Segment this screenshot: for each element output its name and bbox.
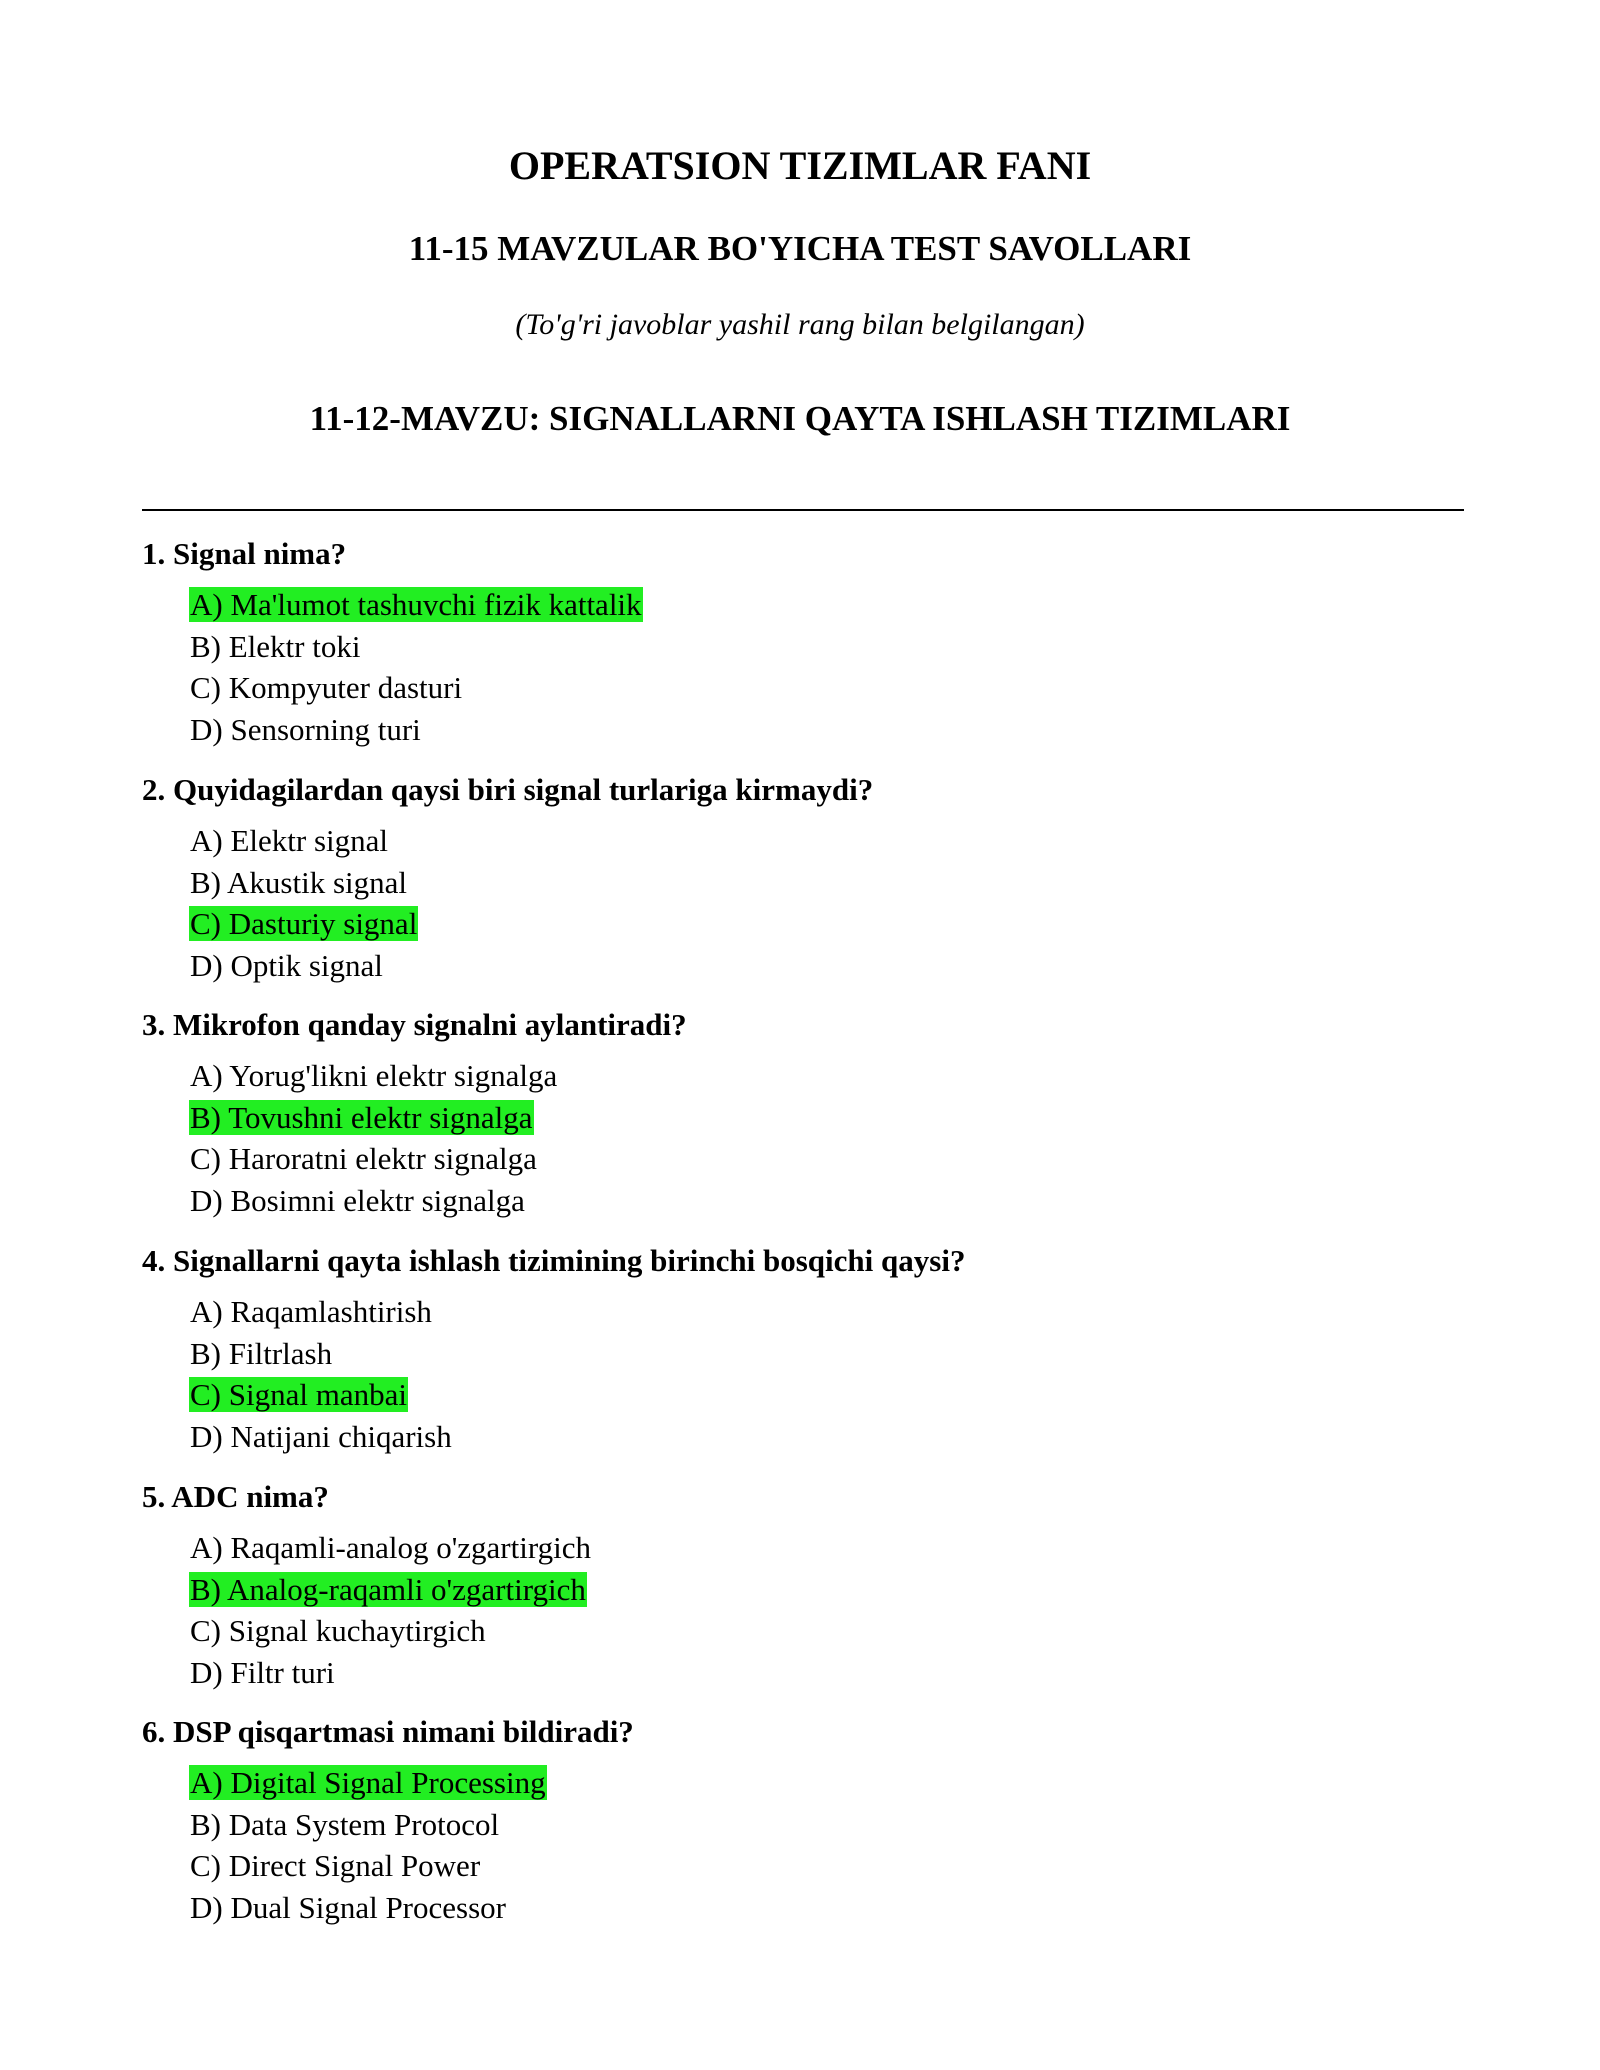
section-heading: 11-12-MAVZU: SIGNALLARNI QAYTA ISHLASH TIZIMLARI — [309, 399, 1291, 438]
answer-option-text: A) Ma'lumot tashuvchi fizik kattalik — [190, 587, 642, 622]
answer-option-text: B) Analog-raqamli o'zgartirgich — [190, 1571, 586, 1607]
answer-option-text: D) Optik signal — [190, 947, 383, 983]
question-text: 3. Mikrofon qanday signalni aylantiradi? — [142, 1007, 687, 1042]
answer-option — [189, 667, 1464, 709]
answer-option — [189, 820, 1464, 862]
question-block — [142, 1005, 1464, 1221]
answer-option-text: B) Akustik signal — [190, 864, 408, 900]
answer-option-text: C) Signal manbai — [190, 1377, 407, 1412]
answer-option — [189, 1845, 1464, 1887]
question-block — [142, 1241, 1464, 1457]
answer-option-text: C) Haroratni elektr signalga — [190, 1141, 537, 1176]
answer-option-text: A) Raqamlashtirish — [190, 1294, 432, 1329]
question-text: 1. Signal nima? — [142, 536, 347, 571]
answer-option-text: C) Dasturiy signal — [190, 906, 418, 941]
answer-option — [189, 1138, 1464, 1180]
answer-option — [189, 709, 1464, 751]
answer-option — [189, 626, 1464, 668]
answer-option-text: B) Data System Protocol — [190, 1806, 500, 1842]
answer-option — [189, 1291, 1464, 1333]
answer-option-text: A) Digital Signal Processing — [190, 1765, 546, 1800]
answer-option-text: B) Tovushni elektr signalga — [190, 1099, 533, 1135]
answer-option-text: D) Natijani chiqarish — [190, 1418, 452, 1454]
correct-answer-option — [189, 903, 1464, 945]
question-text: 5. ADC nima? — [142, 1479, 329, 1514]
answer-option — [189, 1887, 1464, 1929]
correct-answer-option — [189, 1569, 1464, 1611]
answer-option-text: C) Signal kuchaytirgich — [190, 1613, 486, 1648]
answer-option-text: C) Kompyuter dasturi — [190, 670, 463, 705]
answer-option-text: C) Direct Signal Power — [190, 1848, 481, 1883]
correct-answer-option — [189, 1097, 1464, 1139]
document-title: OPERATSION TIZIMLAR FANI — [508, 143, 1092, 188]
answer-option — [189, 1527, 1464, 1569]
answer-options — [142, 1527, 1464, 1693]
horizontal-divider — [142, 509, 1464, 511]
question-block — [142, 1477, 1464, 1693]
answer-option-text: D) Sensorning turi — [190, 711, 421, 747]
question-block — [142, 770, 1464, 986]
answer-option-text: A) Elektr signal — [190, 823, 389, 858]
answer-key-note: (To'g'ri javoblar yashil rang bilan belgilangan) — [515, 308, 1085, 341]
document-subtitle: 11-15 MAVZULAR BO'YICHA TEST SAVOLLARI — [408, 229, 1192, 268]
question-text: 6. DSP qisqartmasi nimani bildiradi? — [142, 1714, 634, 1749]
answer-option — [189, 945, 1464, 987]
answer-option — [189, 1055, 1464, 1097]
question-block — [142, 1712, 1464, 1928]
correct-answer-option — [189, 584, 1464, 626]
answer-options — [142, 1055, 1464, 1221]
answer-options — [142, 1291, 1464, 1457]
question-text: 2. Quyidagilardan qaysi biri signal turlariga kirmaydi? — [142, 772, 874, 807]
answer-option — [189, 1333, 1464, 1375]
answer-option — [189, 862, 1464, 904]
answer-option-text: D) Filtr turi — [190, 1654, 335, 1690]
answer-option-text: A) Raqamli-analog o'zgartirgich — [190, 1530, 591, 1565]
answer-option-text: D) Bosimni elektr signalga — [190, 1182, 525, 1218]
question-text: 4. Signallarni qayta ishlash tizimining birinchi bosqichi qaysi? — [142, 1243, 966, 1278]
answer-option — [189, 1610, 1464, 1652]
answer-option — [189, 1804, 1464, 1846]
answer-options — [142, 584, 1464, 750]
correct-answer-option — [189, 1374, 1464, 1416]
answer-option-text: B) Filtrlash — [190, 1335, 333, 1371]
answer-option — [189, 1652, 1464, 1694]
question-block — [142, 534, 1464, 750]
answer-options — [142, 1762, 1464, 1928]
answer-options — [142, 820, 1464, 986]
answer-option-text: A) Yorug'likni elektr signalga — [190, 1058, 558, 1093]
correct-answer-option — [189, 1762, 1464, 1804]
answer-option — [189, 1180, 1464, 1222]
answer-option — [189, 1416, 1464, 1458]
answer-option-text: B) Elektr toki — [190, 628, 361, 664]
answer-option-text: D) Dual Signal Processor — [190, 1889, 506, 1925]
